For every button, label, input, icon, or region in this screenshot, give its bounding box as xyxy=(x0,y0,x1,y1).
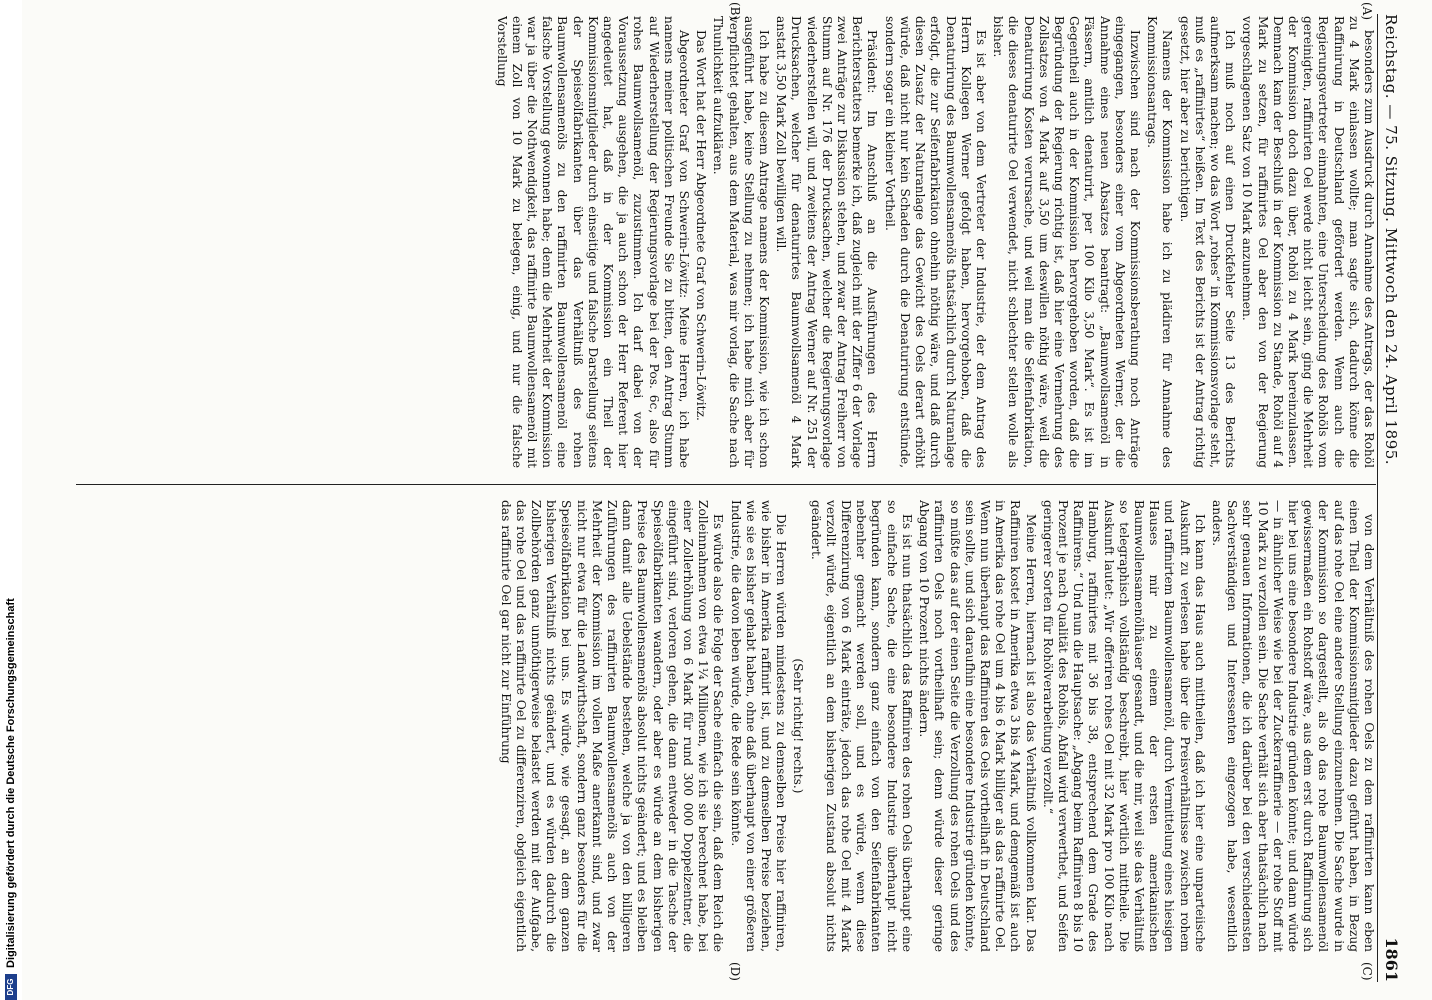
dfg-logo-icon: DFG xyxy=(5,974,17,1000)
funding-credit xyxy=(2,0,20,1000)
paragraph: Das Wort hat der Herr Abgeordnete Graf von Schwerin-Löwitz. xyxy=(694,30,709,421)
page-header xyxy=(1377,14,1418,982)
column-divider xyxy=(76,484,1376,485)
paragraph: Namens der Kommission habe ich zu plädiren für Annahme des Kommissionsantrags. xyxy=(1145,16,1175,468)
paragraph: Es würde also die Folge der Sache einfach die sein, daß dem Reich die Zolleinnahmen von etwa 1¼ Millionen, wie ich sie berechnet habe, bei einer Zollerhöhung von 6 Mark für rund 300 000 Doppelzentner, die eingeführt sind, verloren gehen, die dann entweder in die Tasche der Speiseölfabrikanten wandern, oder aber es würde an dem bisherigen Preise des Baumwollensamenöls absolut nichts geändert; und es bleiben dann damit alle Uebelstände bestehen, welche ja von den billigeren Zuführungen des raffinirten Baumwollensamenöls auch von der Mehrheit der Kommission im vollen Maße anerkannt sind, und zwar nicht nur etwa für die Landwirthschaft, sondern ganz besonders für die Speiseölfabrikation bei uns. Es würde, wie gesagt, an dem ganzen bisherigen Verhältniß nichts geändert, und es würden dadurch die Zollbehörden ganz unnöthigerweise belastet werden mit der Aufgabe, das rohe Oel und das raffinirte Oel zu differenziren, obgleich eigentlich das raffinirte Oel gar nicht zur Einführung xyxy=(498,500,726,952)
paragraph: Es ist aber von dem Vertreter der Industrie, der dem Antrag des Herrn Kollegen Werner gefolgt haben, hervorgehoben, daß die Denaturirung des Baumwollensamenöls thatsächlich durch Naturanlage erfolgt, die zur Seifenfabrikation ohnehin nöthig wäre, und daß durch diesen Zusatz der Naturanlage das Gewicht des Oels derart erhöht würde, daß nicht nur kein Schaden durch die Denaturirung entstünde, sondern sogar ein kleiner Vortheil. xyxy=(882,16,988,468)
paragraph: Ich habe zu diesem Antrage namens der Kommission, wie ich schon ausgeführt habe, keine Stellung zu nehmen; ich habe mich aber für verpflichtet gehalten, aus dem Material, was mir vorlag, die Sache nach Thunlichkeit aufzuklären. xyxy=(711,16,772,468)
paragraph: von dem Verhältniß des rohen Oels zu dem raffinirten kann eben einen Theil der Kommissionsmitglieder dazu geführt haben, in Bezug auf das rohe Oel eine andere Stellung einzunehmen. Die Sache wurde in der Kommission so dargestellt, als ob das rohe Baumwollensamenöl gewissermaßen ein Rohstoff wäre, aus dem erst durch Raffinirung sich hier bei uns eine besondere Industrie gründen könnte; und dann würde — in ähnlicher Weise wie bei der Zuckerraffinerie — der rohe Stoff mit 10 Mark zu verzollen sein. Die Sache verhält sich aber thatsächlich nach sehr genauen Informationen, die ich darüber bei den verschiedensten Sachverständigen und Interessenten eingezogen habe, wesentlich anders. xyxy=(1209,500,1376,952)
interjection: (Sehr richtig! rechts.) xyxy=(791,658,806,794)
right-text-column xyxy=(66,500,1376,952)
left-text-column xyxy=(66,16,1376,468)
paragraph: Ich muß noch auf einen Druckfehler Seite 13 des Berichts aufmerksam machen; wo das Wort „rohes“ in Kommissionsvorlage steht, muß es „raffinirtes“ heißen. Im Text des Berichts ist der Antrag richtig gesetzt, hier aber zu berichtigen. xyxy=(1177,16,1238,468)
paragraph: besonders zum Ausdruck durch Annahme des Antrags, der das Rohöl zu 4 Mark einlassen wollte; man sagte sich, dadurch könne die Raffinirung in Deutschland gefördert werden. Wenn auch die Regierungsvertreter einmahnten, eine Unterscheidung des Rohöls vom gereinigten, raffinirten Oel werde nicht leicht sein, ging die Mehrheit der Kommission doch dazu über, Rohöl zu 4 Mark hereinzulassen. Demnach kam der Beschluß in der Kommission zu Stande, Rohöl auf 4 Mark zu setzen, für raffinirtes Oel aber den von der Regierung vorgeschlagenen Satz von 10 Mark anzunehmen. xyxy=(1240,16,1376,468)
paragraph: Inzwischen sind nach der Kommissionsberathung noch Anträge eingegangen, besonders einer vom Abgeordneten Werner, der die Annahme eines neuen Absatzes beantragt: „Baumwollsamenöl in Fässern, amtlich denaturirt, per 100 Kilo 3,50 Mark“. Es ist im Gegentheil auch in der Kommission hervorgehoben worden, daß die Begründung der Regierung richtig ist, daß hier eine Vermehrung des Zollsatzes von 4 Mark auf 3,50 um deswillen nöthig wäre, weil die Denaturirung Kosten verursache, und weil man die Seifenfabrikation, die dieses denaturirte Oel verwendet, nicht schlechter stellen wolle als bisher. xyxy=(991,16,1142,468)
page-number: 1861 xyxy=(1382,937,1401,982)
header-title: Reichstag. — 75. Sitzung. Mittwoch den 24. April 1895. xyxy=(1382,14,1400,466)
paragraph: Meine Herren, hiernach ist also das Verhältniß vollkommen klar. Das Raffiniren kostet in Amerika etwa 3 bis 4 Mark, und demgemäß ist auch in Amerika das rohe Oel um 4 bis 6 Mark billiger als das raffinirte Oel. Wenn nun überhaupt das Raffiniren des Oels vortheilhaft in Deutschland sein sollte, und sich daraufhin eine besondere Industrie gründen könnte, so müßte das auf der einen Seite die Verzollung des rohen Oels und des raffinirten Oels noch vortheilhaft sein; denn würde dieser geringe Abgang von 10 Prozent nichts ändern. xyxy=(917,500,1038,952)
digitization-sidebar xyxy=(0,0,22,1000)
paragraph: Ich kann das Haus auch mittheilen, daß ich hier eine unparteiische Auskunft zu verlesen habe über die Preisverhältnisse zwischen rohem und raffinirtem Baumwollensamenöl, durch Vermittelung eines hiesigen Hauses mir zu einem der ersten amerikanischen Baumwollensamenölhäuser gesandt, und die mir, weil sie das Verhältniß so telegraphisch vollständig beschreibt, hier wörtlich mittheile. Die Auskunft lautet: „Wir offeriren rohes Oel mit 32 Mark pro 100 Kilo nach Hamburg, raffinirtes mit 36 bis 38, entsprechend dem Grade des Raffinirens.“ Und nun die Hauptsache: „Abgang beim Raffiniren 8 bis 10 Prozent je nach Qualität des Rohöls, Abfall wird verwerthet, und Seifen geringerer Sorten für Rohölverarbeitung verzollt.“ xyxy=(1040,500,1207,952)
margin-marker-a: (A) xyxy=(1360,2,1374,21)
funding-credit-text: Digitalisierung gefördert durch die Deutsche Forschungsgemeinschaft xyxy=(5,598,17,968)
paragraph: Abgeordneter Graf von Schwerin-Löwitz: Meine Herren, ich habe namens meiner politischen Freunde Sie zu bitten, den Antrag Stumm auf Wiederherstellung der Regierungsvorlage bei der Pos. 6c, also für rohes Baumwollsamenöl, zuzustimmen. Ich darf dabei von der Voraussetzung ausgehen, die ja auch schon der Herr Referent hier angedeutet hat, daß in der Kommission ein Theil der Kommissionsmitglieder durch einseitige und falsche Darstellung seitens der Speiseölfabrikanten über das Verhältniß des rohen Baumwollensamenöls zu den raffinirten Baumwollensamenöl eine falsche Vorstellung gewonnen habe; denn die Mehrheit der Kommission war ja über die Nothwendigkeit, das raffinirte Baumwollensamenöl mit einem Zoll von 10 Mark zu belegen, einig, und nur die falsche Vorstellung xyxy=(494,16,692,468)
paragraph: Die Herren würden mindestens zu demselben Preise hier raffiniren, wie bisher in Amerika raffinirt ist, und zu demselben Preise beziehen, wie sie es bisher gehabt haben, ohne daß überhaupt von einer größeren Industrie, die davon leben würde, die Rede sein könnte. xyxy=(728,500,789,952)
margin-marker-d: (D) xyxy=(728,962,742,981)
margin-marker-b: (B) xyxy=(728,2,742,21)
margin-marker-c: (C) xyxy=(1360,962,1374,981)
paragraph: Präsident: Im Anschluß an die Ausführungen des Herrn Berichterstatters bemerke ich, daß zugleich mit der Ziffer 6 der Vorlage zwei Anträge zur Diskussion stehen, und zwar der Antrag Freiherr von Stumm auf Nr. 176 der Drucksachen, welcher die Regierungsvorlage wiederherstellen will, und zweitens der Antrag Werner auf Nr. 251 der Drucksachen, welcher für denaturirtes Baumwollsamenöl 4 Mark anstatt 3,50 Mark Zoll bewilligen will. xyxy=(774,16,880,468)
paragraph: Es ist nun thatsächlich das Raffiniren des rohen Oels überhaupt eine so einfache Sache, die eine besondere Industrie überhaupt nicht begründen kann, sondern ganz einfach von den Seifenfabrikanten nebenher gemacht werden soll, und es würde, wenn diese Differenzirung von 6 Mark einträte, jedoch das rohe Oel mit 4 Mark verzollt würde, eigentlich an dem bisherigen Zustand absolut nichts geändert. xyxy=(808,500,914,952)
